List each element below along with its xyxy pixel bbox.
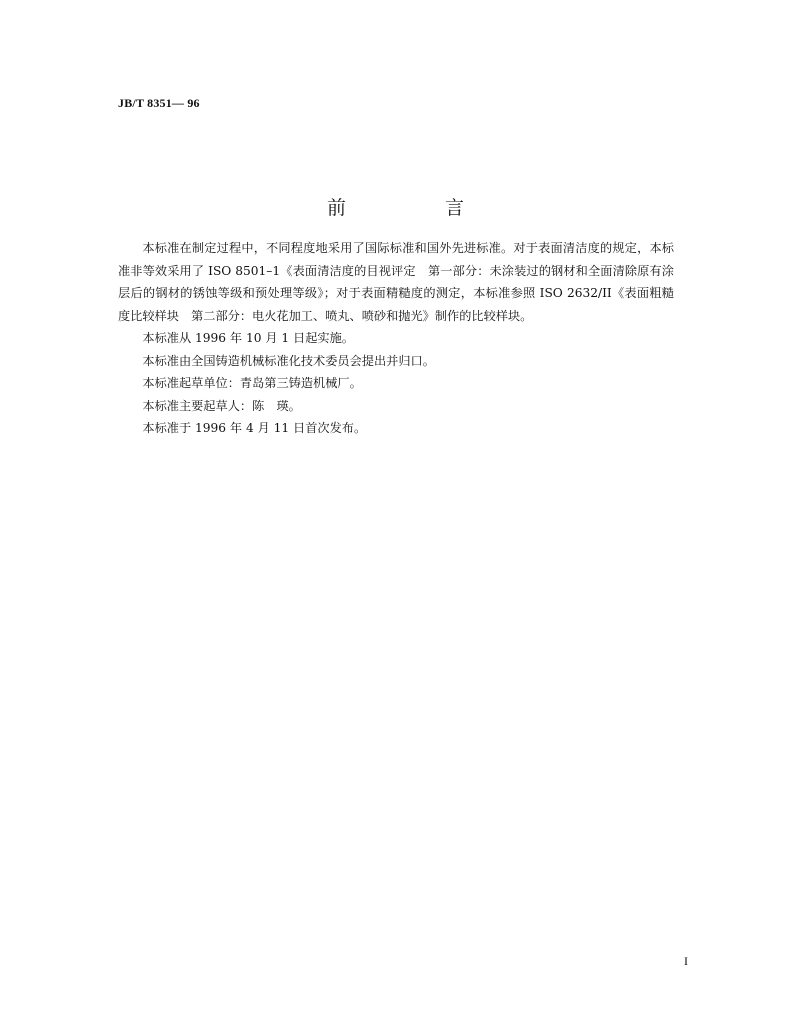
page-number: I: [684, 954, 688, 968]
paragraph-effective-date: 本标准从 1996 年 10 月 1 日起实施。: [142, 331, 354, 345]
foreword-body: [118, 237, 674, 440]
paragraph-drafting-unit: 本标准起草单位：青岛第三铸造机械厂。: [142, 376, 362, 390]
paragraph-first-issue: 本标准于 1996 年 4 月 11 日首次发布。: [142, 421, 367, 435]
paragraph-adoption: 本标准在制定过程中，不同程度地采用了国际标准和国外先进标准。对于表面清洁度的规定，本标准非等效采用了 ISO 8501–1《表面清洁度的目视评定 第一部分：未涂装过的钢材和全面清除原有涂层后的钢材的锈蚀等级和预处理等级》；对于表面精糙度的测定，本标准参照 ISO 2632/II《表面粗糙度比较样块 第二部分：电火花加工、喷丸、喷砂和抛光》制作的比较样块。: [118, 241, 674, 323]
page-title: 前 言: [326, 197, 504, 219]
standard-code: JB/T 8351— 96: [118, 96, 200, 110]
paragraph-proposer: 本标准由全国铸造机械标准化技术委员会提出并归口。: [142, 353, 435, 368]
paragraph-drafter: 本标准主要起草人：陈 瑛。: [142, 398, 301, 413]
